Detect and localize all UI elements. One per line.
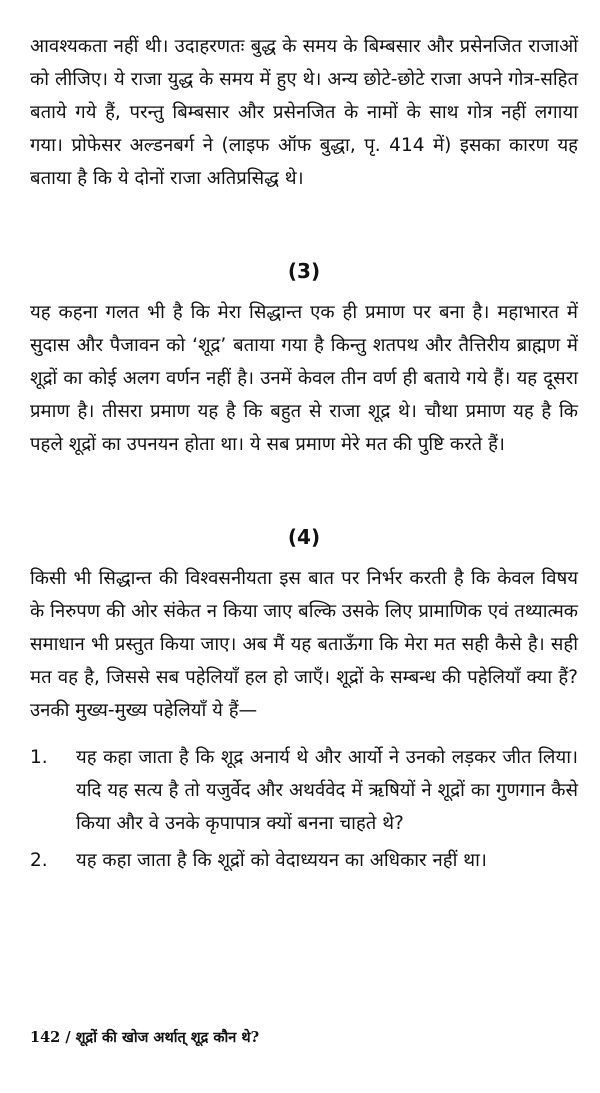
page-footer: 142 / शूद्रों की खोज अर्थात् शूद्र कौन थे?	[30, 1029, 260, 1046]
list-item-number: 2.	[30, 850, 48, 871]
puzzle-list	[30, 741, 578, 877]
list-item	[30, 741, 578, 840]
list-item-text: यह कहा जाता है कि शूद्रों को वेदाध्ययन का अधिकार नहीं था।	[76, 850, 487, 871]
paragraph-2: यह कहना गलत भी है कि मेरा सिद्धान्त एक ही प्रमाण पर बना है। महाभारत में सुदास और पैजावन को ‘शूद्र’ बताया गया है किन्तु शतपथ और तैत्तिरीय ब्राह्मण में शूद्रों का कोई अलग वर्णन नहीं है। उनमें केवल तीन वर्ण ही बताये गये हैं। यह दूसरा प्रमाण है। तीसरा प्रमाण यह है कि बहुत से राजा शूद्र थे। चौथा प्रमाण यह है कि पहले शूद्रों का उपनयन होता था। ये सब प्रमाण मेरे मत की पुष्टि करते हैं।	[30, 302, 578, 455]
section-heading-4: (4)	[287, 525, 321, 549]
section-heading-3: (3)	[287, 259, 321, 283]
list-item-number: 1.	[30, 747, 48, 768]
list-item	[30, 844, 578, 877]
paragraph-1: आवश्यकता नहीं थी। उदाहरणतः बुद्ध के समय के बिम्बसार और प्रसेनजित राजाओं को लीजिए। ये राजा युद्ध के समय में हुए थे। अन्य छोटे-छोटे राजा अपने गोत्र-सहित बताये गये हैं, परन्तु बिम्बसार और प्रसेनजित के नामों के साथ गोत्र नहीं लगाया गया। प्रोफेसर अल्डनबर्ग ने (लाइफ ऑफ बुद्धा, पृ. 414 में) इसका कारण यह बताया है कि ये दोनों राजा अतिप्रसिद्ध थे।	[30, 36, 578, 189]
list-item-text: यह कहा जाता है कि शूद्र अनार्य थे और आर्यो ने उनको लड़कर जीत लिया। यदि यह सत्य है तो यजुर्वेद और अथर्ववेद में ऋषियों ने शूद्रों का गुणगान कैसे किया और वे उनके कृपापात्र क्यों बनना चाहते थे?	[76, 747, 578, 834]
paragraph-3: किसी भी सिद्धान्त की विश्वसनीयता इस बात पर निर्भर करती है कि केवल विषय के निरुपण की ओर संकेत न किया जाए बल्कि उसके लिए प्रामाणिक एवं तथ्यात्मक समाधान भी प्रस्तुत किया जाए। अब मैं यह बताऊँगा कि मेरा मत सही कैसे है। सही मत वह है, जिससे सब पहेलियाँ हल हो जाएँ। शूद्रों के सम्बन्ध की पहेलियाँ क्या हैं? उनकी मुख्य-मुख्य पहेलियाँ ये हैं—	[30, 568, 578, 721]
